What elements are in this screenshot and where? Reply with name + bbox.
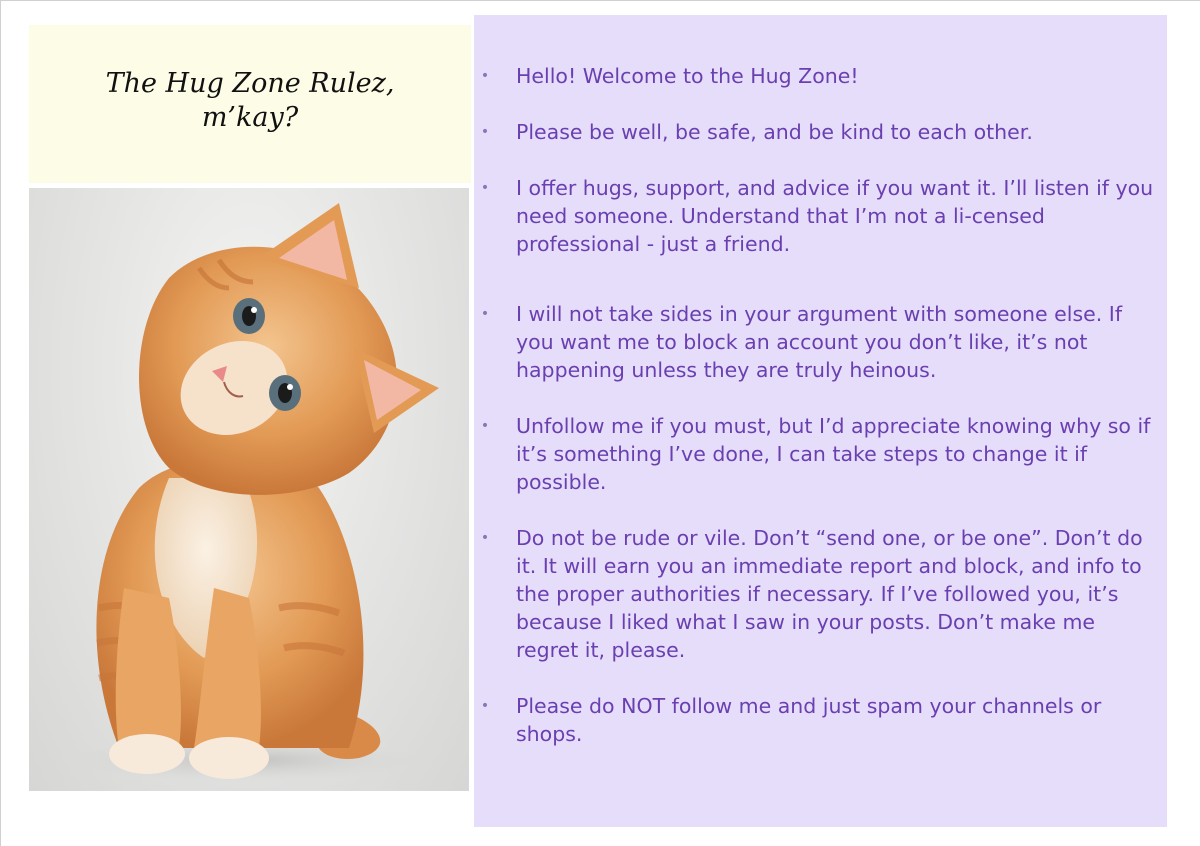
rule-item — [474, 300, 1167, 384]
rule-item — [474, 524, 1167, 664]
rule-item — [474, 118, 1167, 146]
rule-text: Please be well, be safe, and be kind to each other. — [516, 120, 1033, 144]
kitten-photo — [29, 188, 469, 791]
rules-list — [474, 62, 1167, 776]
bullet-icon: • — [480, 306, 490, 322]
rules-panel — [474, 15, 1167, 827]
rule-item — [474, 412, 1167, 496]
rule-text: I will not take sides in your argument with someone else. If you want me to block an account you don’t like, it’s not happening unless they are truly heinous. — [516, 302, 1123, 382]
title-line-1: The Hug Zone Rulez, — [105, 68, 395, 99]
bullet-icon: • — [480, 124, 490, 140]
bullet-icon: • — [480, 530, 490, 546]
rule-item — [474, 62, 1167, 90]
rule-text: I offer hugs, support, and advice if you want it. I’ll listen if you need someone. Understand that I’m not a li-censed professional - just a friend. — [516, 176, 1154, 256]
rule-text: Hello! Welcome to the Hug Zone! — [516, 64, 859, 88]
rule-text: Unfollow me if you must, but I’d appreciate knowing why so if it’s something I’ve done, I can take steps to change it if possible. — [516, 414, 1151, 494]
rule-text: Do not be rude or vile. Don’t “send one, or be one”. Don’t do it. It will earn you an immediate report and block, and info to the proper authorities if necessary. If I’ve followed you, it’s because I liked what I saw in your posts. Don’t make me regret it, please. — [516, 526, 1143, 662]
rule-text: Please do NOT follow me and just spam your channels or shops. — [516, 694, 1102, 746]
rule-item — [474, 692, 1167, 748]
rule-item — [474, 174, 1167, 258]
title-box — [29, 25, 471, 183]
title-line-2: m’kay? — [201, 102, 299, 133]
bullet-icon: • — [480, 68, 490, 84]
bullet-icon: • — [480, 418, 490, 434]
bullet-icon: • — [480, 698, 490, 714]
bullet-icon: • — [480, 180, 490, 196]
page-title — [106, 67, 395, 135]
